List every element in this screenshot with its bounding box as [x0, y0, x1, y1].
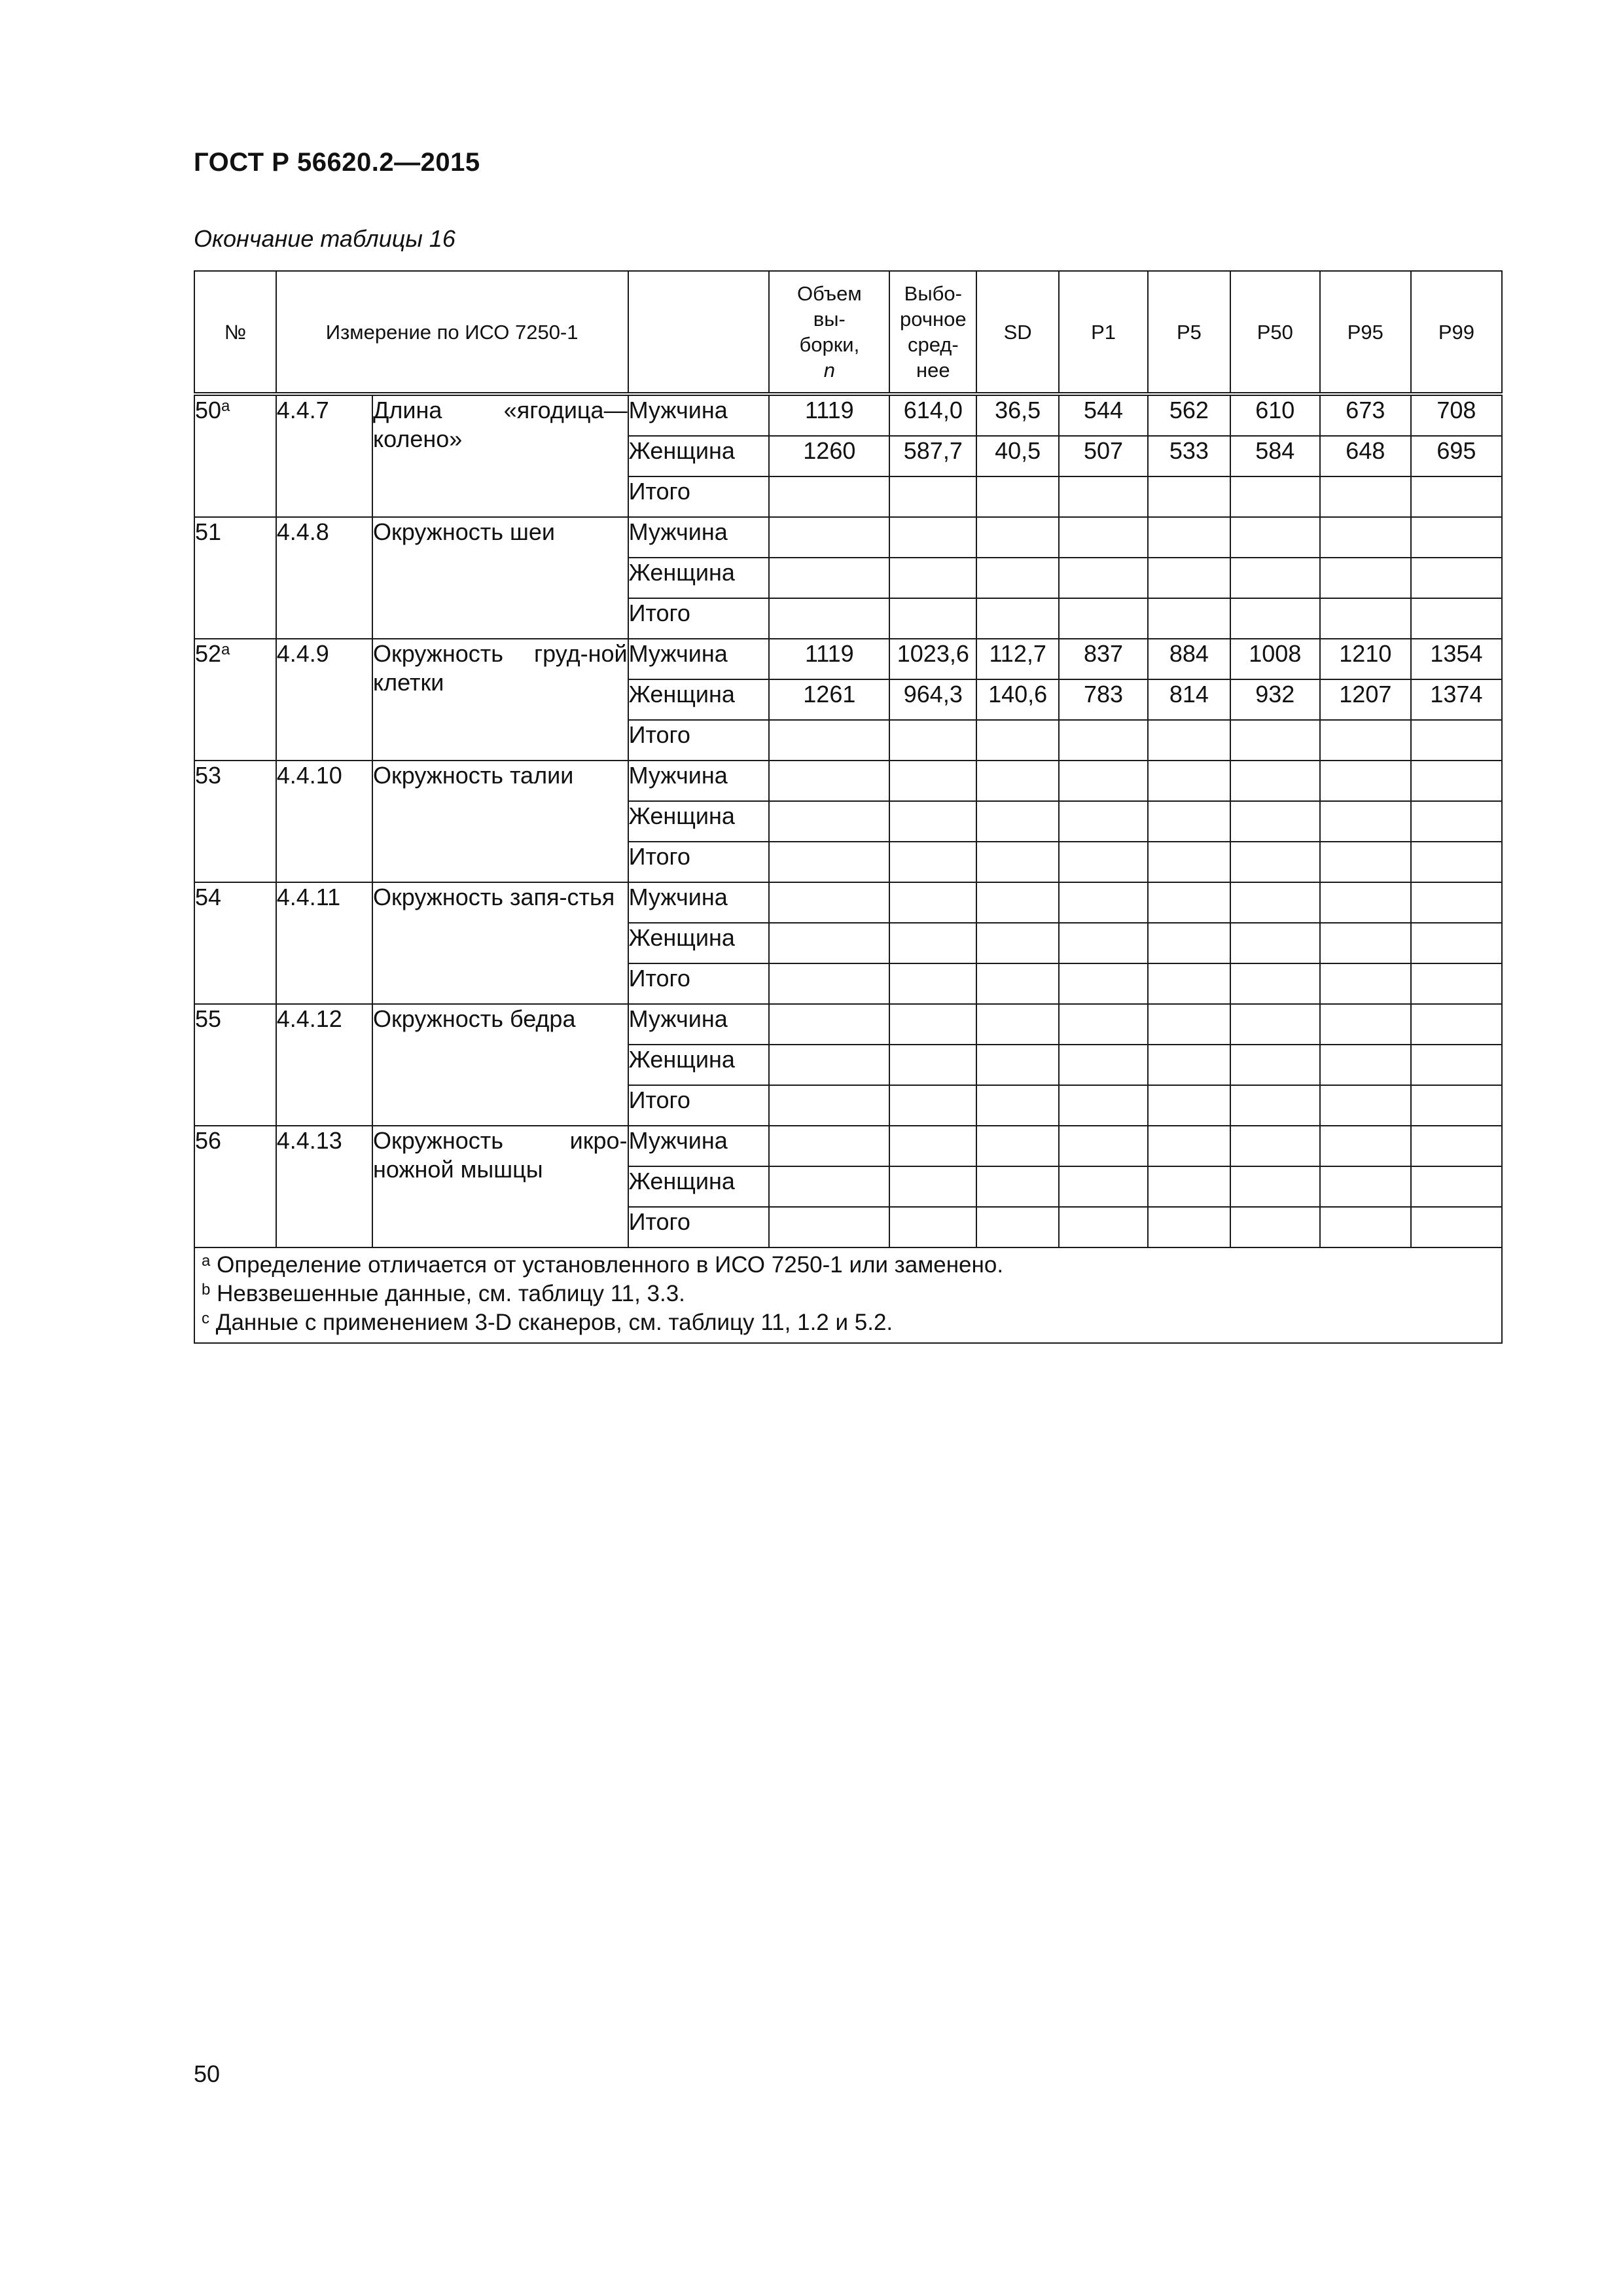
value-cell-p5 — [1148, 720, 1230, 761]
value-cell-p95 — [1320, 1004, 1411, 1045]
row-number — [194, 517, 276, 639]
row-number — [194, 1126, 276, 1247]
value-cell-p95 — [1320, 923, 1411, 963]
header-p1: P1 — [1059, 271, 1148, 394]
value-cell-p1 — [1059, 558, 1148, 598]
value-cell-p50 — [1230, 963, 1320, 1004]
value-cell-n — [769, 476, 889, 517]
measurement-name-text: Окружность талии — [372, 762, 574, 789]
document-title: ГОСТ Р 56620.2—2015 — [194, 148, 480, 177]
value-cell-sd — [976, 558, 1059, 598]
row-number — [194, 882, 276, 1004]
value-cell-n — [769, 761, 889, 801]
footnote — [202, 1308, 1495, 1337]
row-number-value: 51 — [195, 518, 222, 545]
value-cell-n — [769, 882, 889, 923]
value-cell-p50: 584 — [1230, 436, 1320, 476]
sex-cell: Мужчина — [628, 1004, 770, 1045]
value-cell-n — [769, 923, 889, 963]
row-number-value: 52 — [195, 640, 222, 667]
header-sample-size — [769, 271, 889, 394]
value-cell-p99 — [1411, 1004, 1502, 1045]
sex-cell: Итого — [628, 1085, 770, 1126]
value-cell-p1 — [1059, 882, 1148, 923]
measurement-name-text: Окружность шеи — [372, 518, 555, 545]
value-cell-p95 — [1320, 882, 1411, 923]
value-cell-sd — [976, 517, 1059, 558]
footnote-text: Определение отличается от установленного в ИСО 7250-1 или заменено. — [217, 1252, 1004, 1278]
value-cell-mean — [889, 1045, 976, 1085]
value-cell-p50 — [1230, 720, 1320, 761]
value-cell-p50: 1008 — [1230, 639, 1320, 679]
value-cell-sd: 40,5 — [976, 436, 1059, 476]
value-cell-p99 — [1411, 882, 1502, 923]
value-cell-mean: 587,7 — [889, 436, 976, 476]
value-cell-p99 — [1411, 720, 1502, 761]
page-number: 50 — [194, 2060, 221, 2087]
measurement-name — [372, 1004, 628, 1126]
value-cell-p99 — [1411, 761, 1502, 801]
value-cell-p1 — [1059, 1004, 1148, 1045]
row-number — [194, 761, 276, 882]
value-cell-n — [769, 1085, 889, 1126]
value-cell-p95: 648 — [1320, 436, 1411, 476]
value-cell-n: 1261 — [769, 679, 889, 720]
value-cell-p50 — [1230, 1166, 1320, 1207]
value-cell-p95 — [1320, 801, 1411, 842]
value-cell-p5 — [1148, 1207, 1230, 1247]
value-cell-p50 — [1230, 1085, 1320, 1126]
value-cell-p50 — [1230, 476, 1320, 517]
value-cell-p99 — [1411, 476, 1502, 517]
value-cell-p5 — [1148, 882, 1230, 923]
value-cell-p5 — [1148, 558, 1230, 598]
value-cell-p99 — [1411, 558, 1502, 598]
value-cell-p50 — [1230, 1045, 1320, 1085]
footnote-text: Невзвешенные данные, см. таблицу 11, 3.3. — [217, 1281, 685, 1306]
value-cell-p1: 783 — [1059, 679, 1148, 720]
value-cell-sd: 140,6 — [976, 679, 1059, 720]
value-cell-p5: 814 — [1148, 679, 1230, 720]
value-cell-p50 — [1230, 882, 1320, 923]
sex-cell: Итого — [628, 963, 770, 1004]
header-sample-size-text: Объем вы-борки, — [796, 282, 862, 356]
value-cell-p50 — [1230, 1126, 1320, 1166]
value-cell-p5 — [1148, 963, 1230, 1004]
value-cell-mean — [889, 923, 976, 963]
value-cell-n — [769, 842, 889, 882]
value-cell-sd — [976, 801, 1059, 842]
value-cell-p1 — [1059, 1045, 1148, 1085]
value-cell-p5 — [1148, 801, 1230, 842]
sex-cell: Женщина — [628, 679, 770, 720]
clause-code: 4.4.10 — [276, 761, 372, 882]
header-p50: P50 — [1230, 271, 1320, 394]
value-cell-p99 — [1411, 598, 1502, 639]
table-row — [194, 394, 1502, 436]
value-cell-p99 — [1411, 1166, 1502, 1207]
value-cell-p5: 562 — [1148, 394, 1230, 436]
value-cell-sd — [976, 1045, 1059, 1085]
row-number-value: 53 — [195, 762, 222, 789]
value-cell-p1 — [1059, 476, 1148, 517]
value-cell-p1 — [1059, 1126, 1148, 1166]
measurement-name — [372, 882, 628, 1004]
value-cell-sd — [976, 598, 1059, 639]
sex-cell: Женщина — [628, 801, 770, 842]
header-sex — [628, 271, 770, 394]
value-cell-p50 — [1230, 842, 1320, 882]
value-cell-mean — [889, 963, 976, 1004]
clause-code: 4.4.12 — [276, 1004, 372, 1126]
table-row — [194, 639, 1502, 679]
value-cell-p95 — [1320, 558, 1411, 598]
measurement-name — [372, 639, 628, 761]
value-cell-n — [769, 801, 889, 842]
value-cell-mean — [889, 761, 976, 801]
value-cell-p5 — [1148, 598, 1230, 639]
value-cell-mean — [889, 842, 976, 882]
value-cell-mean — [889, 1166, 976, 1207]
row-number — [194, 1004, 276, 1126]
header-sample-mean — [889, 271, 976, 394]
value-cell-p99 — [1411, 517, 1502, 558]
clause-code: 4.4.11 — [276, 882, 372, 1004]
value-cell-p1: 837 — [1059, 639, 1148, 679]
value-cell-p99: 695 — [1411, 436, 1502, 476]
measurement-name — [372, 1126, 628, 1247]
value-cell-p1 — [1059, 801, 1148, 842]
value-cell-p95 — [1320, 963, 1411, 1004]
sex-cell: Женщина — [628, 558, 770, 598]
value-cell-p99 — [1411, 923, 1502, 963]
table-row — [194, 517, 1502, 558]
value-cell-p5 — [1148, 1126, 1230, 1166]
value-cell-sd — [976, 1166, 1059, 1207]
value-cell-p50 — [1230, 761, 1320, 801]
sex-cell: Итого — [628, 598, 770, 639]
value-cell-n — [769, 598, 889, 639]
measurement-name-text: Длина «ягодица—колено» — [372, 397, 628, 452]
header-sample-mean-text: Выбо-рочное сред-нее — [900, 282, 967, 382]
value-cell-p95: 1210 — [1320, 639, 1411, 679]
table-caption: Окончание таблицы 16 — [194, 225, 455, 252]
value-cell-n: 1260 — [769, 436, 889, 476]
header-p5: P5 — [1148, 271, 1230, 394]
value-cell-p1 — [1059, 1085, 1148, 1126]
value-cell-p50 — [1230, 598, 1320, 639]
sex-cell: Женщина — [628, 1166, 770, 1207]
value-cell-p95 — [1320, 842, 1411, 882]
value-cell-sd — [976, 923, 1059, 963]
row-number-value: 56 — [195, 1127, 222, 1154]
value-cell-p5 — [1148, 1045, 1230, 1085]
value-cell-sd — [976, 720, 1059, 761]
value-cell-p1 — [1059, 1166, 1148, 1207]
value-cell-p1 — [1059, 1207, 1148, 1247]
table-header-row — [194, 271, 1502, 394]
value-cell-p1 — [1059, 720, 1148, 761]
value-cell-n — [769, 517, 889, 558]
row-number — [194, 394, 276, 517]
value-cell-p1: 507 — [1059, 436, 1148, 476]
sex-cell: Мужчина — [628, 639, 770, 679]
value-cell-n — [769, 1045, 889, 1085]
header-p95: P95 — [1320, 271, 1411, 394]
value-cell-p5 — [1148, 476, 1230, 517]
sex-cell: Итого — [628, 720, 770, 761]
header-measurement: Измерение по ИСО 7250-1 — [276, 271, 628, 394]
value-cell-p95 — [1320, 720, 1411, 761]
value-cell-sd: 36,5 — [976, 394, 1059, 436]
value-cell-mean — [889, 720, 976, 761]
row-footnote-mark: a — [221, 641, 230, 658]
value-cell-p5 — [1148, 1004, 1230, 1045]
value-cell-p1 — [1059, 598, 1148, 639]
value-cell-mean — [889, 476, 976, 517]
header-sd: SD — [976, 271, 1059, 394]
measurement-name — [372, 517, 628, 639]
table-body — [194, 394, 1502, 1247]
value-cell-n: 1119 — [769, 639, 889, 679]
value-cell-mean — [889, 558, 976, 598]
value-cell-p50 — [1230, 1207, 1320, 1247]
measurement-name-text: Окружность бедра — [372, 1005, 576, 1032]
footnotes-row — [194, 1247, 1502, 1343]
value-cell-p95 — [1320, 598, 1411, 639]
value-cell-p1 — [1059, 963, 1148, 1004]
sex-cell: Итого — [628, 476, 770, 517]
value-cell-n — [769, 963, 889, 1004]
footnotes — [194, 1247, 1502, 1343]
clause-code: 4.4.8 — [276, 517, 372, 639]
value-cell-p1 — [1059, 923, 1148, 963]
value-cell-p5: 533 — [1148, 436, 1230, 476]
value-cell-p95 — [1320, 517, 1411, 558]
value-cell-p95: 673 — [1320, 394, 1411, 436]
value-cell-p5 — [1148, 517, 1230, 558]
value-cell-sd — [976, 1085, 1059, 1126]
table-row — [194, 882, 1502, 923]
measurement-name — [372, 394, 628, 517]
footnote-mark: b — [202, 1281, 211, 1299]
value-cell-p99 — [1411, 801, 1502, 842]
value-cell-p5 — [1148, 1166, 1230, 1207]
value-cell-sd — [976, 1126, 1059, 1166]
value-cell-sd — [976, 476, 1059, 517]
header-num: № — [194, 271, 276, 394]
measurement-name-text: Окружность запя-стья — [372, 884, 615, 910]
value-cell-p50 — [1230, 1004, 1320, 1045]
sex-cell: Женщина — [628, 1045, 770, 1085]
clause-code: 4.4.13 — [276, 1126, 372, 1247]
value-cell-n — [769, 720, 889, 761]
value-cell-mean: 964,3 — [889, 679, 976, 720]
value-cell-mean — [889, 1004, 976, 1045]
value-cell-sd — [976, 761, 1059, 801]
value-cell-p99: 1374 — [1411, 679, 1502, 720]
sex-cell: Мужчина — [628, 1126, 770, 1166]
value-cell-p95: 1207 — [1320, 679, 1411, 720]
footnote-mark: a — [202, 1252, 211, 1270]
value-cell-mean — [889, 517, 976, 558]
value-cell-sd — [976, 1207, 1059, 1247]
measurement-name-text: Окружность груд-ной клетки — [372, 640, 628, 696]
value-cell-p99: 1354 — [1411, 639, 1502, 679]
sex-cell: Итого — [628, 842, 770, 882]
value-cell-p1 — [1059, 761, 1148, 801]
value-cell-n — [769, 1004, 889, 1045]
value-cell-n: 1119 — [769, 394, 889, 436]
value-cell-sd — [976, 842, 1059, 882]
sex-cell: Женщина — [628, 923, 770, 963]
value-cell-n — [769, 558, 889, 598]
value-cell-p95 — [1320, 476, 1411, 517]
value-cell-mean — [889, 1085, 976, 1126]
row-footnote-mark: a — [221, 397, 230, 415]
value-cell-p5: 884 — [1148, 639, 1230, 679]
row-number-value: 55 — [195, 1005, 222, 1032]
table-row — [194, 1004, 1502, 1045]
value-cell-p1 — [1059, 842, 1148, 882]
value-cell-p99 — [1411, 1045, 1502, 1085]
footnote-text: Данные с применением 3-D сканеров, см. таблицу 11, 1.2 и 5.2. — [215, 1310, 893, 1335]
value-cell-mean — [889, 801, 976, 842]
row-number-value: 50 — [195, 397, 222, 423]
value-cell-sd — [976, 882, 1059, 923]
value-cell-p99 — [1411, 1085, 1502, 1126]
value-cell-p95 — [1320, 761, 1411, 801]
data-table — [194, 270, 1503, 1344]
footnote — [202, 1251, 1495, 1280]
measurement-name-text: Окружность икро-ножной мышцы — [372, 1127, 628, 1183]
value-cell-p1: 544 — [1059, 394, 1148, 436]
value-cell-mean — [889, 1207, 976, 1247]
sex-cell: Итого — [628, 1207, 770, 1247]
value-cell-p5 — [1148, 761, 1230, 801]
value-cell-p99 — [1411, 1207, 1502, 1247]
value-cell-p5 — [1148, 923, 1230, 963]
table-row — [194, 1126, 1502, 1166]
sex-cell: Женщина — [628, 436, 770, 476]
header-sample-size-n: n — [823, 359, 835, 382]
value-cell-p95 — [1320, 1045, 1411, 1085]
value-cell-p95 — [1320, 1126, 1411, 1166]
sex-cell: Мужчина — [628, 882, 770, 923]
header-p99: P99 — [1411, 271, 1502, 394]
sex-cell: Мужчина — [628, 394, 770, 436]
value-cell-p50: 932 — [1230, 679, 1320, 720]
value-cell-p50: 610 — [1230, 394, 1320, 436]
value-cell-p5 — [1148, 1085, 1230, 1126]
value-cell-p95 — [1320, 1166, 1411, 1207]
value-cell-mean: 1023,6 — [889, 639, 976, 679]
footnote-mark: c — [202, 1310, 209, 1327]
footnote — [202, 1280, 1495, 1308]
row-number-value: 54 — [195, 884, 222, 910]
value-cell-p5 — [1148, 842, 1230, 882]
clause-code: 4.4.7 — [276, 394, 372, 517]
sex-cell: Мужчина — [628, 517, 770, 558]
table-row — [194, 761, 1502, 801]
value-cell-p95 — [1320, 1207, 1411, 1247]
value-cell-p50 — [1230, 558, 1320, 598]
value-cell-sd: 112,7 — [976, 639, 1059, 679]
value-cell-p99 — [1411, 1126, 1502, 1166]
value-cell-p99 — [1411, 842, 1502, 882]
value-cell-p50 — [1230, 923, 1320, 963]
value-cell-n — [769, 1207, 889, 1247]
measurement-name — [372, 761, 628, 882]
value-cell-sd — [976, 1004, 1059, 1045]
value-cell-sd — [976, 963, 1059, 1004]
value-cell-n — [769, 1166, 889, 1207]
value-cell-p1 — [1059, 517, 1148, 558]
value-cell-mean: 614,0 — [889, 394, 976, 436]
row-number — [194, 639, 276, 761]
value-cell-mean — [889, 598, 976, 639]
value-cell-p99 — [1411, 963, 1502, 1004]
value-cell-mean — [889, 882, 976, 923]
value-cell-mean — [889, 1126, 976, 1166]
value-cell-p95 — [1320, 1085, 1411, 1126]
value-cell-p50 — [1230, 517, 1320, 558]
sex-cell: Мужчина — [628, 761, 770, 801]
clause-code: 4.4.9 — [276, 639, 372, 761]
value-cell-p99: 708 — [1411, 394, 1502, 436]
value-cell-n — [769, 1126, 889, 1166]
value-cell-p50 — [1230, 801, 1320, 842]
